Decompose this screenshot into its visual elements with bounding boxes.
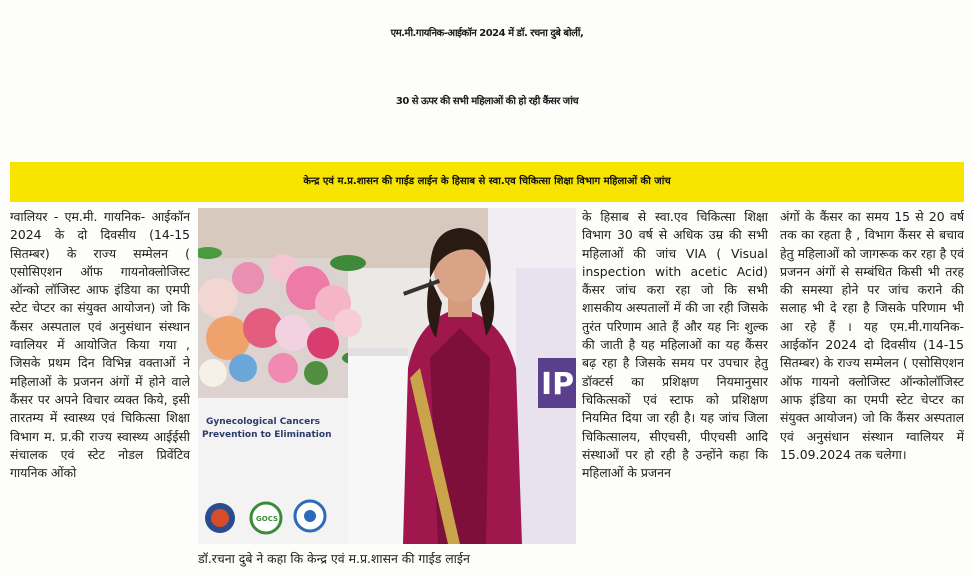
backdrop-title: Gynecological Cancers	[206, 417, 321, 427]
photo-caption: डॉ.रचना दुबे ने कहा कि केन्द्र एवं म.प्र.शासन की गाईड लाईन	[198, 551, 470, 566]
subheadline-banner	[10, 162, 964, 202]
subheadline-text: केन्द्र एवं म.प्र.शासन की गाईड लाईन के हिसाब से स्वा.एव चिकित्सा शिक्षा विभाग महिलाओं की जांच	[303, 176, 671, 187]
news-photo	[198, 208, 576, 544]
headline-line-1: एम.मी.गायनिक-आईकॉन 2024 में डॉ. रचना दुबे बोलीं,	[390, 28, 584, 39]
article-column-1: ग्वालियर - एम.मी. गायनिक- आईकॉन 2024 के दो दिवसीय (14-15 सितम्बर) के राज्य सम्मेलन ( एसोसिएशन ऑफ गायनोक्लोजिस्ट ऑन्को लॉजिस्ट आफ इंडिया का एमपी स्टेट चेप्टर का संयुक्त आयोजन) जो कि कैंसर अस्पताल एवं अनुसंधान संस्थान ग्वालियर में आयोजित किया गया , जिसके प्रथम दिन विभिन्न वक्ताओं ने महिलाओं के प्रजनन अंगों में होने वाले कैंसर पर अपने विचार व्यक्त किये, इसी तारतम्य में स्वास्थ्य एवं चिकित्सा शिक्षा विभाग म. प्र.की राज्य स्वास्थ्य आईईसी संचालक एवं स्टेट नोडल प्रिवेंटिव गायनिक ओंको	[10, 209, 190, 481]
article-column-4: अंगों के कैंसर का समय 15 से 20 वर्ष तक का रहता है , विभाग कैंसर से बचाव हेतु महिलाओं को जागरूक कर रहा है एवं प्रजनन अंगों से सम्बंधित किसी भी तरह की समस्या होने पर जांच कराने की सलाह भी दे रहा है जिसके परिणाम भी आ रहे हैं । यह एम.मी.गायनिक- आईकॉन 2024 दो दिवसीय (14-15 सितम्बर) के राज्य सम्मेलन ( एसोसिएशन ऑफ गायनो क्लोजिस्ट ऑन्कोलॉजिस्ट आफ इंडिया का एमपी स्टेट चेप्टर का संयुक्त आयोजन) जो कि कैंसर अस्पताल एवं अनुसंधान संस्थान ग्वालियर में 15.09.2024 तक चलेगा।	[780, 209, 964, 462]
backdrop-partial-text: IP	[541, 367, 575, 402]
backdrop-subtitle: Prevention to Elimination	[202, 430, 332, 440]
article-column-3: के हिसाब से स्वा.एव चिकित्सा शिक्षा विभाग 30 वर्ष से अधिक उम्र की सभी महिलाओं की जांच VIA ( Visual inspection with acetic Acid) कैंसर जांच करा रहा जो कि सभी शासकीय अस्पतालों में की जा रही जिसके तुरंत परिणाम आते हैं और यह निः शुल्क की जाती है यह महिलाओं का यह कैंसर बढ़ रहा है जिसके समय पर उपचार हेतु डॉक्टर्स का प्रशिक्षण नियमानुसार चिकित्सकों एवं स्टाफ को प्रशिक्षण नियमित दिया जा रही है। यह जांच जिला चिकित्सालय, सीएचसी, पीएचसी आदि संस्थाओं पर हो रही है उन्होंने कहा कि महिलाओं के प्रजनन	[582, 209, 768, 481]
headline-line-2: 30 से ऊपर की सभी महिलाओं की हो रही कैंसर जांच	[395, 96, 579, 107]
photo-illustration	[198, 208, 576, 544]
svg-text:GOCS: GOCS	[256, 515, 279, 523]
flower-arrangement	[198, 247, 374, 398]
lectern	[348, 348, 408, 544]
